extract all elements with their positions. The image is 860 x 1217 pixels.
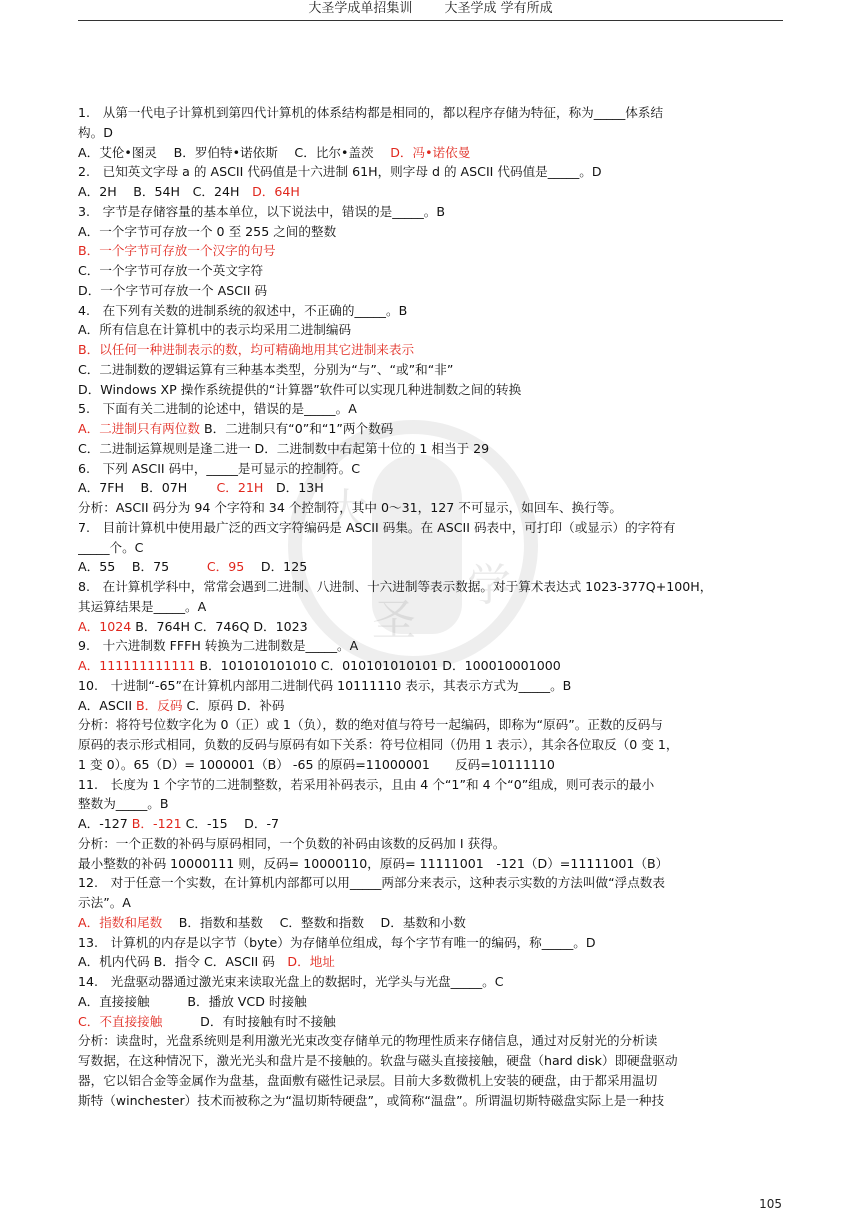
text-segment: 分析：ASCII 码分为 94 个字符和 34 个控制符，其中 0～31，127 不可显示，如回车、换行等。 — [78, 500, 622, 515]
text-line — [78, 913, 784, 933]
text-line — [78, 538, 784, 558]
text-segment: D．Windows XP 操作系统提供的“计算器”软件可以实现几种进制数之间的转换 — [78, 381, 522, 397]
answer-highlight: D．地址 — [287, 954, 335, 970]
page-header — [78, 0, 783, 21]
answer-highlight: A．111111111111 — [78, 658, 196, 673]
text-segment: A．所有信息在计算机中的表示均采用二进制编码 — [78, 322, 352, 338]
text-segment: 12. 对于任意一个实数，在计算机内部都可以用_____两部分来表示，这种表示实数的方法叫做“浮点数表 — [78, 875, 665, 891]
text-segment: 示法”。A — [78, 895, 131, 910]
text-segment: B．指数和基数 C．整数和指数 D．基数和小数 — [162, 914, 466, 930]
answer-highlight: A．1024 — [78, 618, 132, 634]
text-segment: C．一个字节可存放一个英文字符 — [78, 263, 264, 278]
answer-highlight: B．-121 — [131, 816, 182, 831]
text-line — [78, 399, 784, 419]
text-segment: 11. 长度为 1 个字节的二进制整数，若采用补码表示，且由 4 个“1”和 4 个“0”组成，则可表示的最小 — [78, 776, 655, 792]
text-line — [78, 143, 784, 163]
text-segment: C．二进制数的逻辑运算有三种基本类型，分别为“与”、“或”和“非” — [78, 361, 454, 377]
text-segment: 器，它以铝合金等金属作为盘基，盘面敷有磁性记录层。目前大多数微机上安装的硬盘，由于都采用温切 — [78, 1072, 658, 1088]
text-line — [78, 715, 784, 735]
text-line — [78, 656, 784, 676]
text-segment: 1 变 0）。65（D）= 1000001（B） -65 的原码=11000001 反码=10111110 — [78, 756, 555, 772]
text-line — [78, 222, 784, 242]
answer-highlight: D．64H — [252, 184, 300, 199]
text-line — [78, 873, 784, 893]
text-line — [78, 202, 784, 222]
watermark-char: 大 — [324, 485, 368, 536]
text-segment: A．-127 — [78, 816, 132, 831]
text-segment: 整数为_____。B — [78, 796, 169, 812]
answer-highlight: A．指数和尾数 — [78, 914, 163, 930]
text-line — [78, 439, 784, 459]
text-line — [78, 577, 784, 597]
text-line — [78, 814, 784, 834]
text-line — [78, 636, 784, 656]
text-segment: 6. 下列 ASCII 码中，_____是可显示的控制符。C — [78, 460, 361, 476]
text-segment: 4. 在下列有关数的进制系统的叙述中，不正确的_____。B — [78, 302, 408, 318]
text-segment: 1. 从第一代电子计算机到第四代计算机的体系结构都是相同的，都以程序存储为特征，称为_____体系结 — [78, 105, 664, 120]
text-segment: A．直接接触 B．播放 VCD 时接触 — [78, 993, 307, 1009]
text-segment: A．机内代码 B．指令 C．ASCII 码 — [78, 954, 288, 970]
text-segment: D．125 — [244, 559, 308, 575]
text-segment: D．13H — [263, 480, 324, 496]
text-line — [78, 775, 784, 795]
text-segment: A．一个字节可存放一个 0 至 255 之间的整数 — [78, 223, 337, 239]
text-segment: B．101010101010 C．010101010101 D．100010001000 — [195, 658, 561, 673]
answer-highlight: B．一个字节可存放一个汉字的句号 — [78, 243, 276, 259]
text-line — [78, 301, 784, 321]
text-line — [78, 419, 784, 439]
text-line — [78, 459, 784, 479]
text-line — [78, 597, 784, 617]
text-line — [78, 1031, 784, 1051]
text-segment: C．原码 D．补码 — [182, 697, 285, 713]
text-segment: 其运算结果是_____。A — [78, 598, 207, 614]
text-segment: B．764H C．746Q D．1023 — [131, 618, 308, 634]
text-segment: 5. 下面有关二进制的论述中，错误的是_____。A — [78, 401, 357, 417]
text-segment: D．一个字节可存放一个 ASCII 码 — [78, 282, 268, 298]
answer-highlight: A．二进制只有两位数 — [78, 421, 200, 436]
text-line — [78, 1051, 784, 1071]
text-segment: 写数据，在这种情况下，激光光头和盘片是不接触的。软盘与磁头直接接触，硬盘（hard disk）即硬盘驱动 — [78, 1053, 678, 1068]
text-segment: 斯特（winchester）技术而被称之为“温切斯特硬盘”，或简称“温盘”。所谓温切斯特磁盘实际上是一种技 — [78, 1092, 665, 1108]
text-line — [78, 478, 784, 498]
text-line — [78, 696, 784, 716]
document-body — [78, 103, 784, 1110]
answer-highlight: C．95 — [206, 559, 245, 575]
text-line — [78, 123, 784, 143]
text-segment: C．-15 D．-7 — [181, 816, 280, 831]
watermark-char: 学 — [467, 560, 511, 611]
text-segment: A．艾伦•图灵 B．罗伯特•诺依斯 C．比尔•盖茨 — [78, 144, 391, 160]
text-segment: 分析：将符号位数字化为 0（正）或 1（负），数的绝对值与符号一起编码，即称为“原码”。正数的反码与 — [78, 717, 663, 733]
text-line — [78, 834, 784, 854]
header-left: 大圣学成单招集训 — [308, 1, 413, 16]
text-line — [78, 972, 784, 992]
text-segment: A．2H B．54H C．24H — [78, 184, 253, 199]
text-segment: C．二进制运算规则是逢二进一 D．二进制数中右起第十位的 1 相当于 29 — [78, 440, 490, 456]
text-line — [78, 1071, 784, 1091]
text-line — [78, 794, 784, 814]
text-line — [78, 893, 784, 913]
text-line — [78, 182, 784, 202]
text-line — [78, 755, 784, 775]
text-line — [78, 498, 784, 518]
text-segment: 分析：读盘时，光盘系统则是利用激光光束改变存储单元的物理性质来存储信息，通过对反射光的分析读 — [78, 1033, 658, 1049]
text-line — [78, 933, 784, 953]
text-segment: 9. 十六进制数 FFFH 转换为二进制数是_____。A — [78, 638, 359, 654]
text-line — [78, 320, 784, 340]
text-line — [78, 1012, 784, 1032]
text-segment: A．55 B．75 — [78, 559, 207, 575]
text-segment: A．7FH B．07H — [78, 480, 217, 496]
text-segment: 分析：一个正数的补码与原码相同，一个负数的补码由该数的反码加 I 获得。 — [78, 835, 506, 851]
text-line — [78, 340, 784, 360]
answer-highlight: C．不直接接触 — [78, 1013, 163, 1029]
text-line — [78, 676, 784, 696]
text-segment: 最小整数的补码 10000111 则，反码= 10000110，原码= 11111001 -121（D）=11111001（B） — [78, 855, 669, 871]
text-line — [78, 261, 784, 281]
text-segment: _____个。C — [78, 539, 144, 555]
header-right: 大圣学成 学有所成 — [444, 1, 553, 16]
text-line — [78, 162, 784, 182]
text-line — [78, 952, 784, 972]
text-segment: 10. 十进制“-65”在计算机内部用二进制代码 10111110 表示，其表示方式为_____。B — [78, 677, 572, 693]
text-segment: 3. 字节是存储容量的基本单位，以下说法中，错误的是_____。B — [78, 203, 445, 219]
answer-highlight: B．以任何一种进制表示的数，均可精确地用其它进制来表示 — [78, 342, 415, 357]
page-number: 105 — [759, 1197, 782, 1211]
text-line — [78, 103, 784, 123]
text-line — [78, 1091, 784, 1111]
text-segment: 13. 计算机的内存是以字节（byte）为存储单位组成，每个字节有唯一的编码，称_____。D — [78, 934, 596, 950]
text-line — [78, 360, 784, 380]
text-segment: 7. 目前计算机中使用最广泛的西文字符编码是 ASCII 码集。在 ASCII 码表中，可打印（或显示）的字符有 — [78, 519, 676, 535]
text-segment: D．有时接触有时不接触 — [162, 1013, 336, 1029]
text-line — [78, 518, 784, 538]
watermark-char: 圣 — [372, 595, 416, 646]
text-segment: 原码的表示形式相同，负数的反码与原码有如下关系：符号位相同（仍用 1 表示），其余各位取反（0 变 1， — [78, 737, 679, 752]
text-line — [78, 735, 784, 755]
text-segment: A．ASCII — [78, 697, 137, 713]
text-line — [78, 380, 784, 400]
text-segment: 2. 已知英文字母 a 的 ASCII 代码值是十六进制 61H，则字母 d 的 ASCII 代码值是_____。D — [78, 164, 602, 180]
text-segment: 构。D — [78, 124, 113, 140]
text-line — [78, 241, 784, 261]
text-segment: 8. 在计算机学科中，常常会遇到二进制、八进制、十六进制等表示数据。对于算术表达式 1023-377Q+100H， — [78, 579, 713, 594]
text-line — [78, 854, 784, 874]
text-segment: B．二进制只有“0”和“1”两个数码 — [199, 421, 394, 436]
answer-highlight: C．21H — [216, 480, 264, 496]
answer-highlight: B．反码 — [136, 697, 183, 713]
text-segment: 14. 光盘驱动器通过激光束来读取光盘上的数据时，光学头与光盘_____。C — [78, 974, 504, 989]
text-line — [78, 557, 784, 577]
text-line — [78, 281, 784, 301]
text-line — [78, 617, 784, 637]
answer-highlight: D．冯•诺依曼 — [390, 144, 471, 160]
text-line — [78, 992, 784, 1012]
